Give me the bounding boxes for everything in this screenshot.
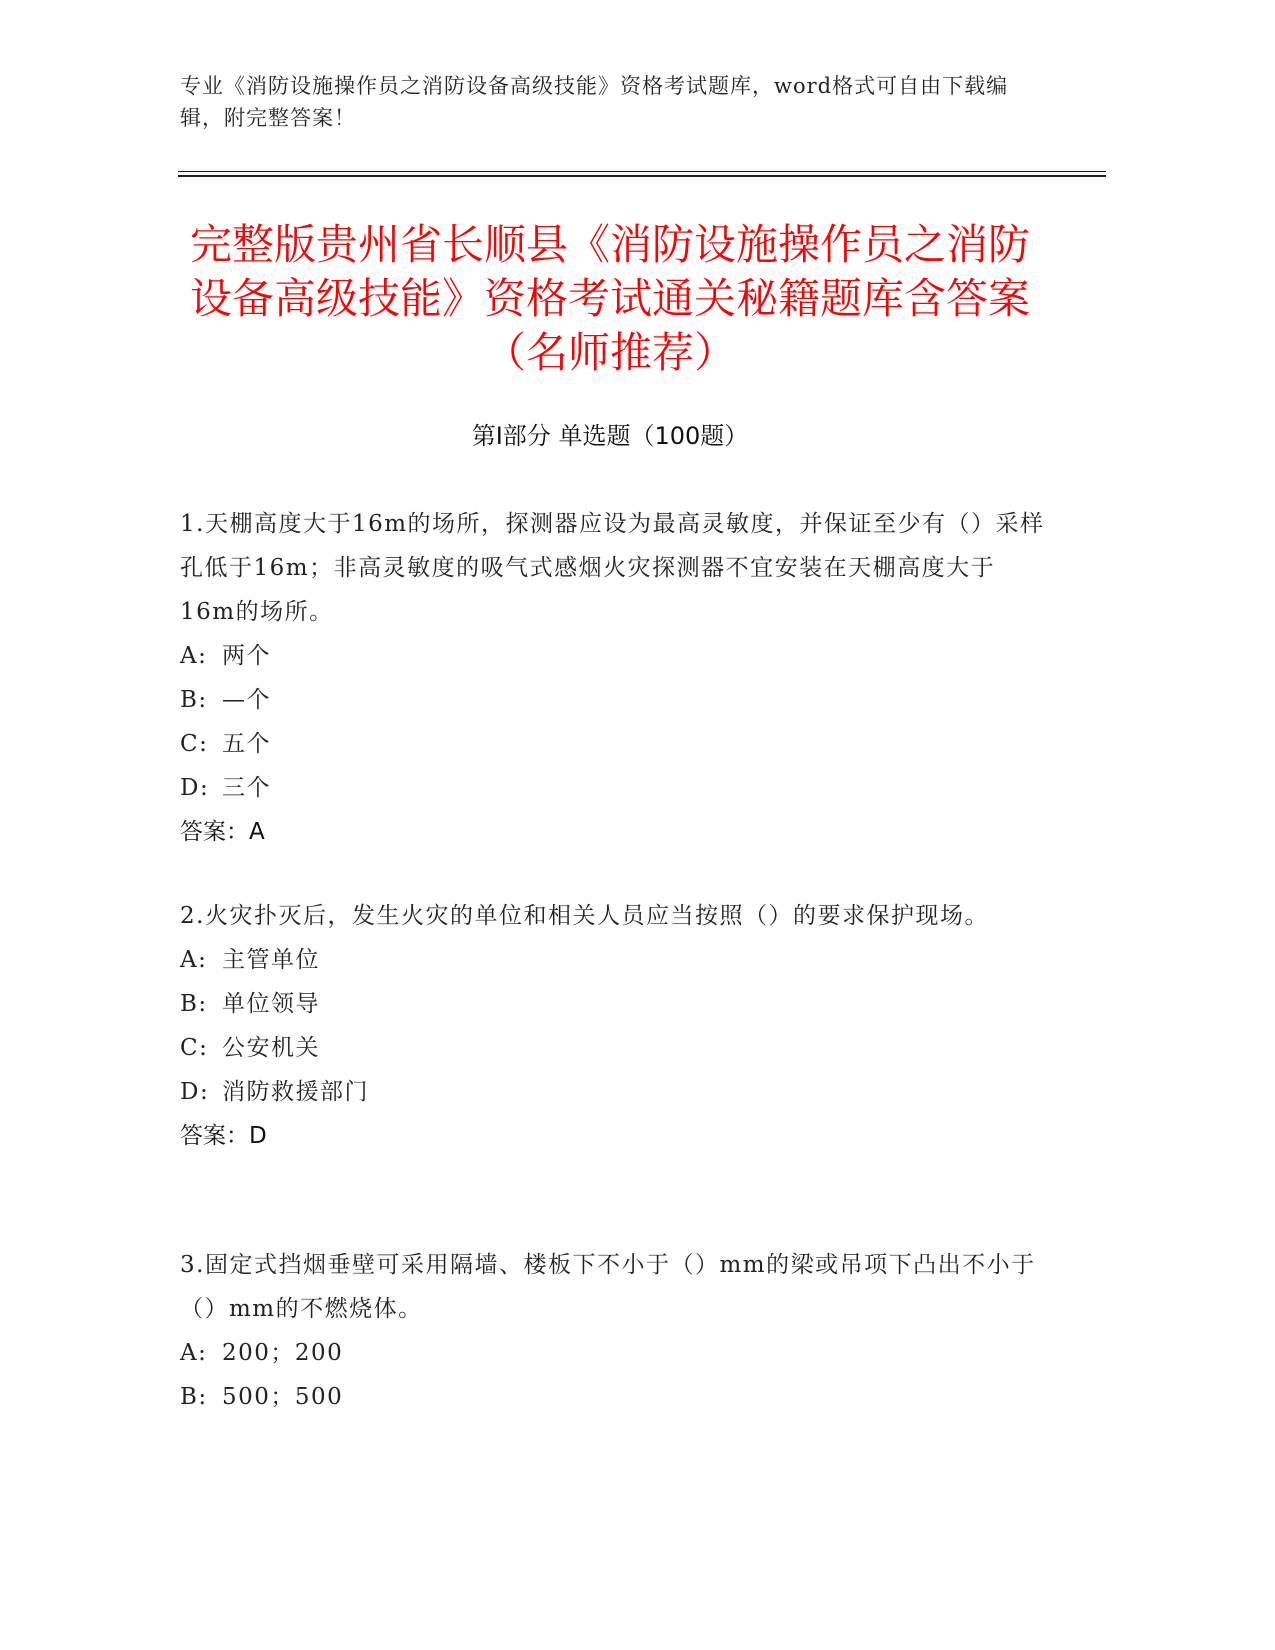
option-letter: A: bbox=[180, 643, 208, 669]
option-letter: C: bbox=[180, 731, 209, 757]
option-c bbox=[180, 1026, 1050, 1070]
option-letter: A: bbox=[180, 947, 208, 973]
section-heading: 第Ⅰ部分 单选题（100题） bbox=[471, 422, 749, 450]
option-text: 三个 bbox=[222, 775, 271, 801]
option-letter: D: bbox=[180, 1079, 210, 1105]
option-a bbox=[180, 1331, 1050, 1375]
option-text: —个 bbox=[222, 687, 271, 713]
document-title: 完整版贵州省长顺县《消防设施操作员之消防设备高级技能》资格考试通关秘籍题库含答案（名师推荐） bbox=[189, 220, 1030, 377]
question-stem: 3.固定式挡烟垂壁可采用隔墙、楼板下不小于（）mm的梁或吊项下凸出不小于（）mm的不燃烧体。 bbox=[180, 1252, 1036, 1322]
header-rule-thin bbox=[178, 171, 1106, 172]
option-letter: B: bbox=[180, 687, 208, 713]
option-a bbox=[180, 634, 1050, 678]
question-stem: 1.天棚高度大于16m的场所，探测器应设为最高灵敏度，并保证至少有（）采样孔低于16m；非高灵敏度的吸气式感烟火灾探测器不宜安装在天棚高度大于16m的场所。 bbox=[180, 511, 1045, 625]
option-text: 两个 bbox=[222, 643, 271, 669]
option-text: 公安机关 bbox=[222, 1035, 320, 1061]
header-note: 专业《消防设施操作员之消防设备高级技能》资格考试题库，word格式可自由下载编辑，附完整答案！ bbox=[180, 74, 1009, 130]
option-letter: C: bbox=[180, 1035, 209, 1061]
option-b bbox=[180, 982, 1050, 1026]
question-3 bbox=[180, 1243, 1050, 1419]
option-letter: D: bbox=[180, 775, 210, 801]
option-b bbox=[180, 678, 1050, 722]
option-text: 主管单位 bbox=[222, 947, 320, 973]
option-text: 消防救援部门 bbox=[222, 1079, 369, 1105]
question-stem: 2.火灾扑灭后，发生火灾的单位和相关人员应当按照（）的要求保护现场。 bbox=[180, 903, 989, 929]
option-letter: B: bbox=[180, 1384, 208, 1410]
header-rule-thick bbox=[178, 175, 1106, 177]
question-1 bbox=[180, 502, 1050, 854]
answer-line: 答案：A bbox=[180, 819, 265, 845]
option-a bbox=[180, 938, 1050, 982]
option-text: 单位领导 bbox=[222, 991, 320, 1017]
option-text: 200；200 bbox=[222, 1340, 344, 1366]
option-b bbox=[180, 1375, 1050, 1419]
option-letter: A: bbox=[180, 1340, 208, 1366]
answer-line: 答案：D bbox=[180, 1123, 267, 1149]
question-2 bbox=[180, 894, 1050, 1158]
option-d bbox=[180, 766, 1050, 810]
option-text: 500；500 bbox=[222, 1384, 344, 1410]
option-d bbox=[180, 1070, 1050, 1114]
option-c bbox=[180, 722, 1050, 766]
option-letter: B: bbox=[180, 991, 208, 1017]
option-text: 五个 bbox=[222, 731, 271, 757]
